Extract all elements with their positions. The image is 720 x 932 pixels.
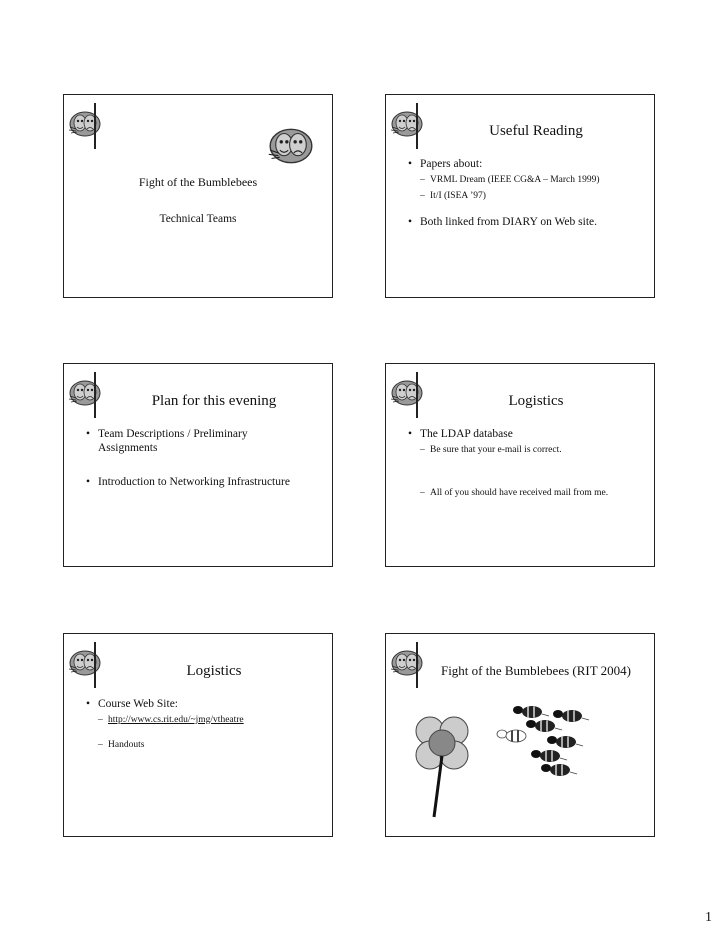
logo-divider [416, 372, 418, 418]
slide-4-bullets [408, 427, 644, 500]
sub-bullet: – All of you should have received mail from me. [408, 487, 644, 500]
bullet: • Papers about: [408, 157, 644, 171]
slide-3-bullets [86, 427, 292, 489]
masks-logo-icon [67, 109, 103, 139]
masks-logo-icon [67, 378, 103, 408]
slide-6 [385, 633, 655, 837]
slide-5-bullets [86, 697, 322, 752]
slide-2-bullets [408, 157, 644, 229]
bullet: • Both linked from DIARY on Web site. [408, 215, 644, 229]
logo-divider [416, 642, 418, 688]
slide-2 [385, 94, 655, 298]
logo-divider [416, 103, 418, 149]
slide-4-title: Logistics [508, 393, 564, 409]
masks-logo-icon [389, 378, 425, 408]
slide-3-title: Plan for this evening [151, 393, 277, 409]
logo-divider [94, 372, 96, 418]
bullet: • The LDAP database [408, 427, 644, 441]
masks-logo-icon [389, 648, 425, 678]
slide-6-title: Fight of the Bumblebees (RIT 2004) [440, 663, 632, 678]
sub-bullet: – It/I (ISEA ’97) [408, 190, 644, 203]
bumblebees-illustration-icon [496, 702, 646, 817]
slide-1 [63, 94, 333, 298]
sub-bullet: – Handouts [86, 739, 322, 752]
masks-logo-icon [389, 109, 425, 139]
bullet: • Team Descriptions / Preliminary Assignments [86, 427, 292, 455]
sub-bullet: – VRML Dream (IEEE CG&A – March 1999) [408, 174, 644, 187]
sub-bullet: – Be sure that your e-mail is correct. [408, 444, 644, 457]
slide-3 [63, 363, 333, 567]
logo-divider [94, 642, 96, 688]
flower-illustration-icon [408, 709, 478, 819]
slide-5-title: Logistics [186, 663, 242, 679]
bullet: • Course Web Site: [86, 697, 322, 711]
theatre-masks-icon [266, 125, 316, 167]
bullet: • Introduction to Networking Infrastructure [86, 475, 292, 489]
masks-logo-icon [67, 648, 103, 678]
slide-5 [63, 633, 333, 837]
course-url-text[interactable]: http://www.cs.rit.edu/~jmg/vtheatre [108, 715, 244, 725]
slide-4 [385, 363, 655, 567]
slide-1-subtitle: Technical Teams [159, 213, 237, 225]
page-number: 1 [705, 910, 712, 925]
logo-divider [94, 103, 96, 149]
course-url-link[interactable] [86, 714, 322, 727]
slide-1-title: Fight of the Bumblebees [138, 175, 258, 189]
slide-2-title: Useful Reading [489, 123, 583, 139]
